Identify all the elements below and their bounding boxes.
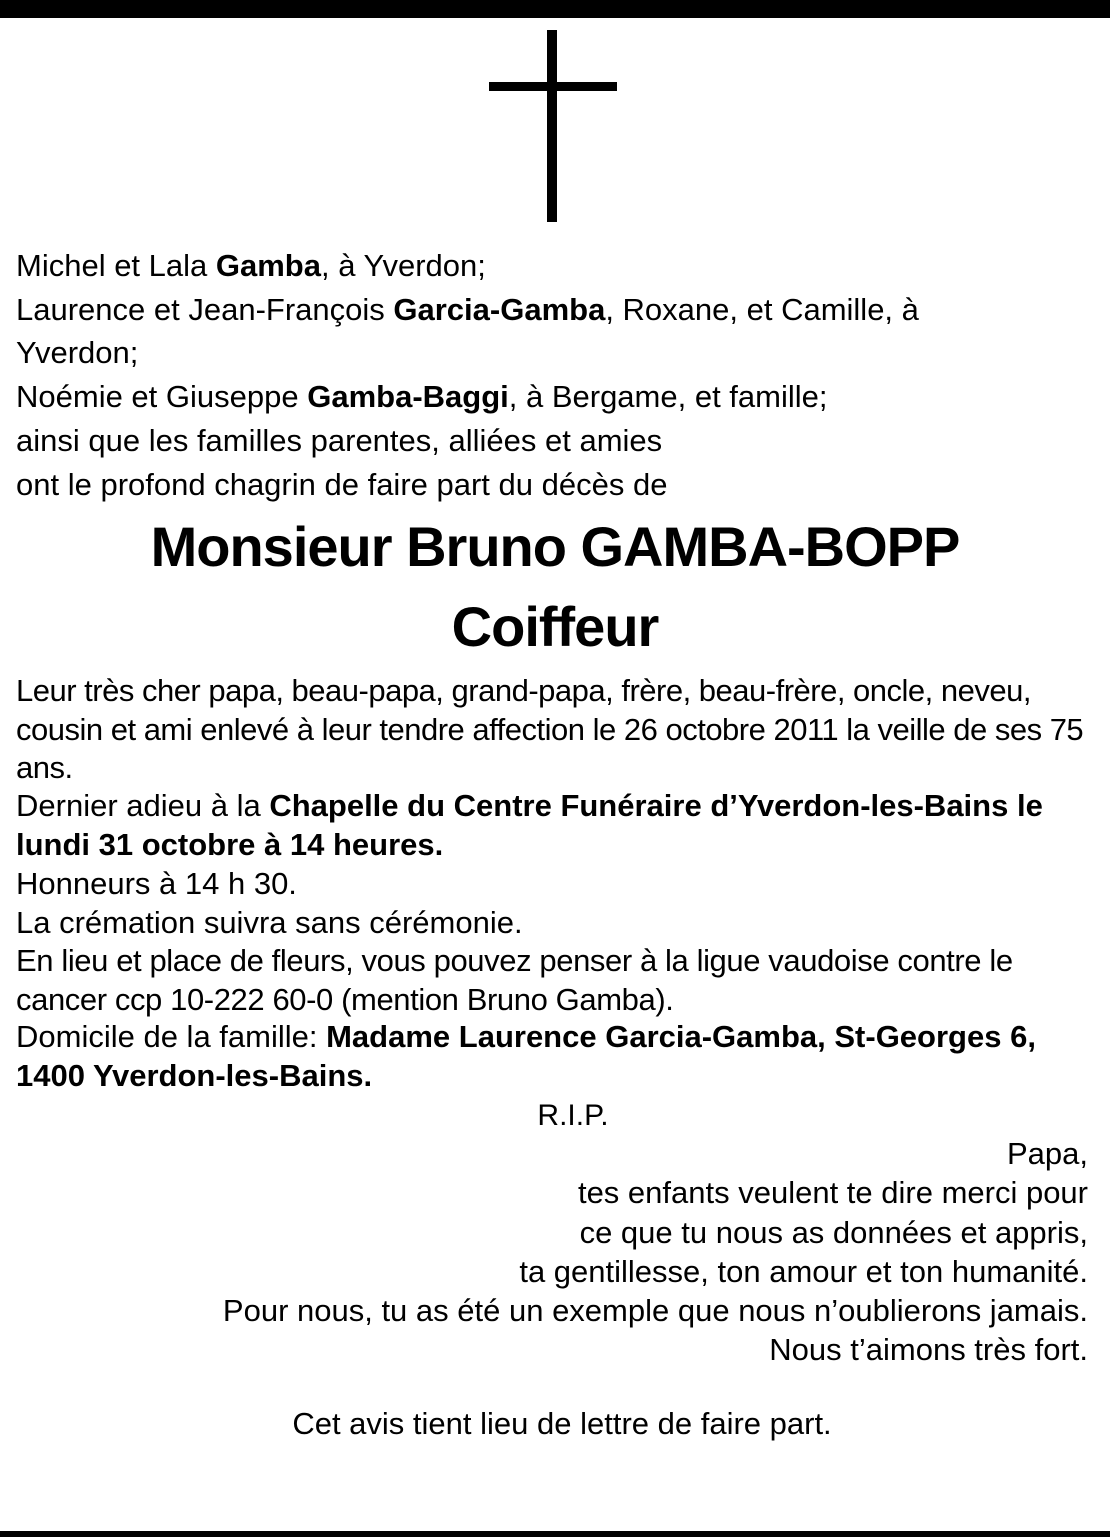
poem-line: ta gentillesse, ton amour et ton humanité. [519, 1253, 1088, 1289]
poem [88, 1134, 1088, 1370]
tribute-paragraph: Leur très cher papa, beau-papa, grand-papa, frère, beau-frère, oncle, neveu, cousin et ami enlevé à leur tendre affection le 26 octobre 2011 la veille de ses 75 ans. [16, 673, 1084, 786]
family-line: Michel et Lala Gamba, à Yverdon; [16, 248, 486, 283]
rip-text: R.I.P. [537, 1099, 609, 1132]
poem-line: Papa, [1006, 1136, 1088, 1171]
cremation-line: La crémation suivra sans cérémonie. [16, 905, 523, 940]
poem-line: Pour nous, tu as été un exemple que nous n’oublierons jamais. [222, 1293, 1088, 1329]
family-list [16, 244, 1096, 506]
family-line: Noémie et Giuseppe Gamba-Baggi, à Bergame, et famille; [16, 379, 828, 415]
farewell-paragraph: Dernier adieu à la Chapelle du Centre Funéraire d’Yverdon-les-Bains le lundi 31 octobre à 14 heures. [16, 788, 1043, 862]
honneurs-line: Honneurs à 14 h 30. [16, 866, 297, 901]
poem-line: tes enfants veulent te dire merci pour [577, 1175, 1088, 1211]
family-line: ainsi que les familles parentes, alliées et amies [16, 422, 663, 458]
family-line: ont le profond chagrin de faire part du décès de [16, 466, 668, 502]
family-line: Laurence et Jean-François Garcia-Gamba, Roxane, et Camille, à [16, 291, 919, 327]
poem-line: Nous t’aimons très fort. [769, 1332, 1088, 1368]
poem-line: ce que tu nous as données et appris, [579, 1214, 1088, 1250]
farewell-location: Chapelle du Centre Funéraire d’Yverdon-les-Bains le lundi 31 octobre à 14 heures. [16, 788, 1043, 862]
family-line: Yverdon; [16, 335, 139, 371]
donation-paragraph: En lieu et place de fleurs, vous pouvez penser à la ligue vaudoise contre le cancer ccp 10-222 60-0 (mention Bruno Gamba). [16, 943, 1013, 1017]
top-border-rule [0, 0, 1110, 18]
cross-icon [489, 30, 617, 222]
domicile-address: Madame Laurence Garcia-Gamba, St-Georges 6, 1400 Yverdon-les-Bains. [16, 1019, 1036, 1093]
footer-note: Cet avis tient lieu de lettre de faire part. [292, 1406, 832, 1441]
domicile-paragraph: Domicile de la famille: Madame Laurence Garcia-Gamba, St-Georges 6, 1400 Yverdon-les-Bains. [16, 1019, 1036, 1093]
deceased-name: Monsieur Bruno GAMBA-BOPP [150, 515, 960, 578]
deceased-profession: Coiffeur [451, 595, 659, 658]
bottom-border-rule [0, 1531, 1110, 1537]
